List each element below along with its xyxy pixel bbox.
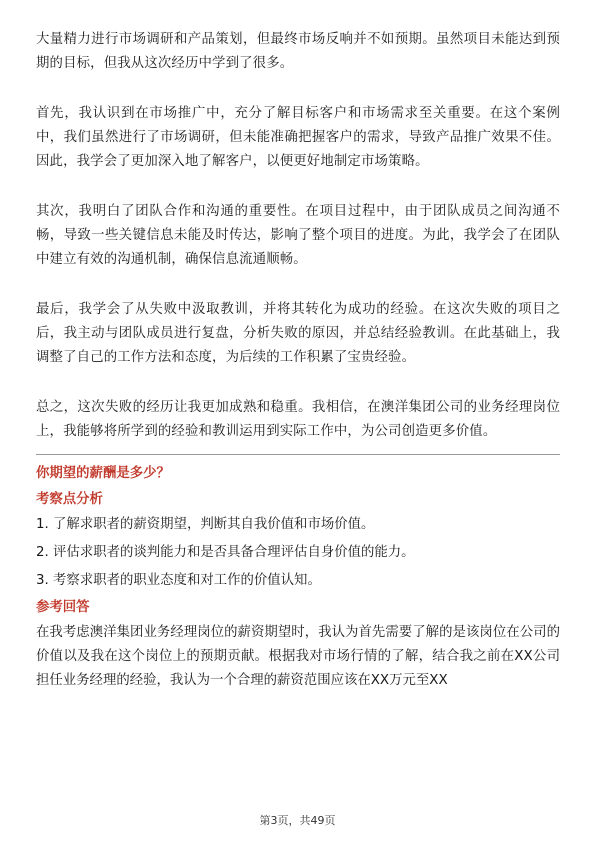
body-paragraph-3: 其次，我明白了团队合作和沟通的重要性。在项目过程中，由于团队成员之间沟通不畅，导致一些关键信息未能及时传达，影响了整个项目的进度。为此，我学会了在团队中建立有效的沟通机制，确保信息流通顺畅。 (36, 204, 560, 267)
section-divider (36, 454, 560, 455)
analysis-heading: 考察点分析 (36, 492, 103, 507)
body-paragraph-2: 首先，我认识到在市场推广中，充分了解目标客户和市场需求至关重要。在这个案例中，我们虽然进行了市场调研，但未能准确把握客户的需求，导致产品推广效果不佳。因此，我学会了更加深入地了解客户，以便更好地制定市场策略。 (36, 106, 560, 169)
page-footer: 第3页，共49页 (259, 814, 336, 827)
body-paragraph-4: 最后，我学会了从失败中汲取教训，并将其转化为成功的经验。在这次失败的项目之后，我主动与团队成员进行复盘，分析失败的原因，并总结经验教训。在此基础上，我调整了自己的工作方法和态度，为后续的工作积累了宝贵经验。 (36, 302, 560, 365)
analysis-item-1: 1. 了解求职者的薪资期望，判断其自我价值和市场价值。 (36, 517, 375, 532)
body-paragraph-5: 总之，这次失败的经历让我更加成熟和稳重。我相信，在澳洋集团公司的业务经理岗位上，我能够将所学到的经验和教训运用到实际工作中，为公司创造更多价值。 (36, 400, 560, 439)
body-paragraph-1: 大量精力进行市场调研和产品策划，但最终市场反响并不如预期。虽然项目未能达到预期的目标，但我从这次经历中学到了很多。 (36, 32, 560, 71)
analysis-item-3: 3. 考察求职者的职业态度和对工作的价值认知。 (36, 573, 321, 588)
analysis-item-2: 2. 评估求职者的谈判能力和是否具备合理评估自身价值的能力。 (36, 545, 415, 560)
document-page (36, 28, 560, 693)
question-heading: 你期望的薪酬是多少？ (36, 466, 170, 481)
reference-answer-heading: 参考回答 (36, 600, 90, 615)
reference-answer-text: 在我考虑澳洋集团业务经理岗位的薪资期望时，我认为首先需要了解的是该岗位在公司的价值以及我在这个岗位上的预期贡献。根据我对市场行情的了解，结合我之前在XX公司担任业务经理的经验，我认为一个合理的薪资范围应该在XX万元至XX (36, 625, 560, 688)
